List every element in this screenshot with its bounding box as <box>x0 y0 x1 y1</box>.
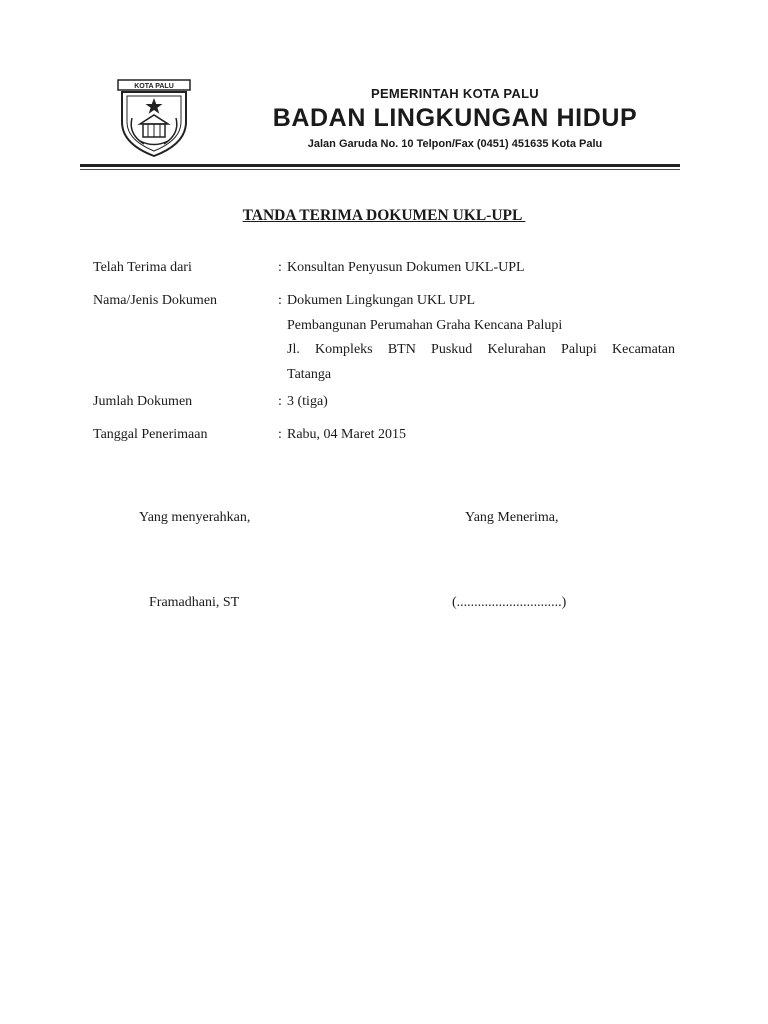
document-title: TANDA TERIMA DOKUMEN UKL-UPL <box>242 207 526 224</box>
field-label: Jumlah Dokumen <box>93 394 193 409</box>
field-received-from <box>93 256 675 281</box>
field-colon: : <box>278 293 282 308</box>
field-label: Tanggal Penerimaan <box>93 427 208 442</box>
field-value: 3 (tiga) <box>287 394 328 409</box>
field-value: Konsultan Penyusun Dokumen UKL-UPL <box>287 260 525 275</box>
field-value-line: Pembangunan Perumahan Graha Kencana Palupi <box>287 317 563 333</box>
field-value-line: Tatanga <box>287 366 332 382</box>
field-value-line: Dokumen Lingkungan UKL UPL <box>287 293 476 308</box>
field-colon: : <box>278 394 282 409</box>
field-value <box>287 289 675 387</box>
kota-palu-emblem <box>114 78 194 158</box>
field-receipt-date <box>93 423 675 448</box>
field-colon: : <box>278 427 282 442</box>
field-document-count <box>93 390 675 415</box>
field-colon: : <box>278 260 282 275</box>
signature-left-name: Framadhani, ST <box>149 595 240 610</box>
field-label: Nama/Jenis Dokumen <box>93 293 218 308</box>
svg-text:KOTA PALU: KOTA PALU <box>134 83 174 90</box>
government-name: PEMERINTAH KOTA PALU <box>370 86 539 101</box>
agency-address: Jalan Garuda No. 10 Telpon/Fax (0451) 451635 Kota Palu <box>307 138 603 150</box>
letterhead-rule-thin <box>80 169 680 170</box>
field-value-line: Jl. Kompleks BTN Puskud Kelurahan Palupi Kecamatan <box>287 342 675 357</box>
field-label: Telah Terima dari <box>93 260 192 275</box>
signature-left-title: Yang menyerahkan, <box>139 510 251 525</box>
signature-right-title: Yang Menerima, <box>465 510 559 525</box>
agency-name: BADAN LINGKUNGAN HIDUP <box>272 104 638 132</box>
letterhead <box>80 78 680 170</box>
letterhead-rule-thick <box>80 164 680 167</box>
field-value: Rabu, 04 Maret 2015 <box>287 427 406 442</box>
field-document-name <box>93 289 675 389</box>
signature-right-blank: (..............................) <box>452 595 567 610</box>
